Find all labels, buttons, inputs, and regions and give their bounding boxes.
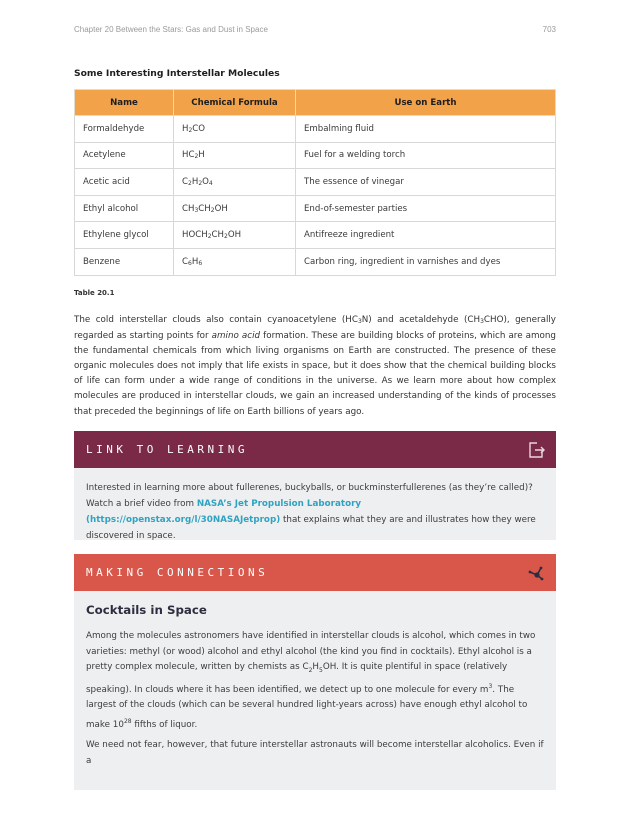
link-text-after: that explains what they are and illustrates how they were discovered in space. (86, 515, 536, 541)
body-paragraph: The cold interstellar clouds also contain cyanoacetylene $(HC_3N)$ and acetaldehyde $(CH_3CHO)$, generally regarded as starting points for amino acid formation. These are building blocks of proteins, which are among the fundamental chemicals from which living organisms on Earth are constructed. The presence of these organic molecules does not imply that life exists in space, but it does show that the chemical building blocks of life can form under a wide range of conditions in the universe. As we learn more about how complex molecules are produced in interstellar clouds, we gain an increased understanding of the kinds of processes that preceded the beginnings of life on Earth billions of years ago. (74, 315, 556, 417)
molecule-name: Acetic acid (75, 169, 174, 196)
connections-icon (526, 563, 546, 583)
table-caption: Table 20.1 (74, 289, 115, 297)
subscript: 2 (308, 666, 313, 674)
molecule-use: Fuel for a welding torch (296, 142, 556, 169)
molecule-name: Acetylene (75, 142, 174, 169)
molecule-formula: $C_2H_2O_4$ (174, 169, 296, 196)
molecule-formula: $HC_2H$ (174, 142, 296, 169)
subscript: 4 (208, 179, 213, 187)
subscript: 2 (210, 206, 215, 214)
superscript: 3 (488, 682, 493, 690)
table-title: Some Interesting Interstellar Molecules (74, 68, 280, 79)
link-to-learning-header (74, 431, 556, 468)
subscript: 3 (480, 318, 484, 325)
subscript: 2 (198, 179, 203, 187)
table-row (75, 248, 556, 275)
molecule-formula: $C_6H_6$ (174, 248, 296, 275)
table-body (75, 116, 556, 276)
link-to-learning-label: LINK TO LEARNING (86, 443, 248, 456)
making-connections-body (74, 591, 556, 790)
molecule-use: End-of-semester parties (296, 195, 556, 222)
subscript: 2 (207, 233, 212, 241)
molecule-name: Ethylene glycol (75, 222, 174, 249)
molecule-use: Carbon ring, ingredient in varnishes and dyes (296, 248, 556, 275)
molecule-use: Embalming fluid (296, 116, 556, 143)
feature-paragraph-2: We need not fear, however, that future interstellar astronauts will become interstellar alcoholics. Even if a (86, 740, 544, 766)
table-row (75, 169, 556, 196)
molecule-name: Formaldehyde (75, 116, 174, 143)
feature-subtitle: Cocktails in Space (86, 603, 207, 617)
link-text-before: Interested in learning more about fullerenes, buckyballs, or buckminsterfullerenes (as they’re called)? Watch a brief video from (86, 483, 533, 509)
making-connections-box (74, 554, 556, 790)
molecules-table (74, 89, 556, 276)
table-row (75, 195, 556, 222)
superscript: 28 (123, 717, 132, 725)
link-to-learning-box (74, 431, 556, 540)
feature-paragraph-1: Among the molecules astronomers have identified in interstellar clouds is alcohol, which comes in two varieties: methyl (or wood) alcohol and ethyl alcohol (the kind you find in cocktails). Ethyl alcohol is a pretty complex molecule, written by chemists as $C_2H_5OH$. It is quite plentiful in space (relatively speaking). In clouds where it has been identified, we detect up to one molecule for every $m^3$. The largest of the clouds (which can be several hundred light-years across) have enough ethyl alcohol to make $10^{28}$ fifths of liquor. (86, 631, 536, 730)
table-row (75, 142, 556, 169)
emphasis: amino acid (211, 331, 261, 342)
subscript: 6 (188, 259, 192, 267)
subscript: 3 (357, 318, 362, 325)
subscript: 2 (188, 179, 192, 187)
molecule-formula: $H_2CO$ (174, 116, 296, 143)
subscript: 2 (188, 126, 193, 134)
molecule-formula: $HOCH_2CH_2OH$ (174, 222, 296, 249)
subscript: 3 (194, 206, 199, 214)
molecule-formula: $CH_3CH_2OH$ (174, 195, 296, 222)
molecule-name: Benzene (75, 248, 174, 275)
link-to-learning-body (74, 468, 556, 540)
subscript: 2 (194, 153, 199, 161)
column-header-name: Name (75, 90, 174, 116)
subscript: 6 (198, 259, 203, 267)
running-head-chapter: Chapter 20 Between the Stars: Gas and Dust in Space (74, 25, 268, 34)
jpl-video-link[interactable]: NASA’s Jet Propulsion Laboratory (https://openstax.org/l/30NASAJetprop) (86, 499, 362, 525)
molecule-name: Ethyl alcohol (75, 195, 174, 222)
page-number: 703 (542, 25, 556, 34)
table-row (75, 222, 556, 249)
making-connections-header (74, 554, 556, 591)
running-head (74, 25, 556, 37)
column-header-formula: Chemical Formula (174, 90, 296, 116)
table-row (75, 116, 556, 143)
making-connections-label: MAKING CONNECTIONS (86, 566, 269, 579)
molecule-use: The essence of vinegar (296, 169, 556, 196)
external-link-icon (526, 440, 546, 460)
table-header-row (75, 90, 556, 116)
subscript: 2 (224, 233, 228, 241)
subscript: 5 (318, 666, 323, 674)
molecule-use: Antifreeze ingredient (296, 222, 556, 249)
column-header-use: Use on Earth (296, 90, 556, 116)
